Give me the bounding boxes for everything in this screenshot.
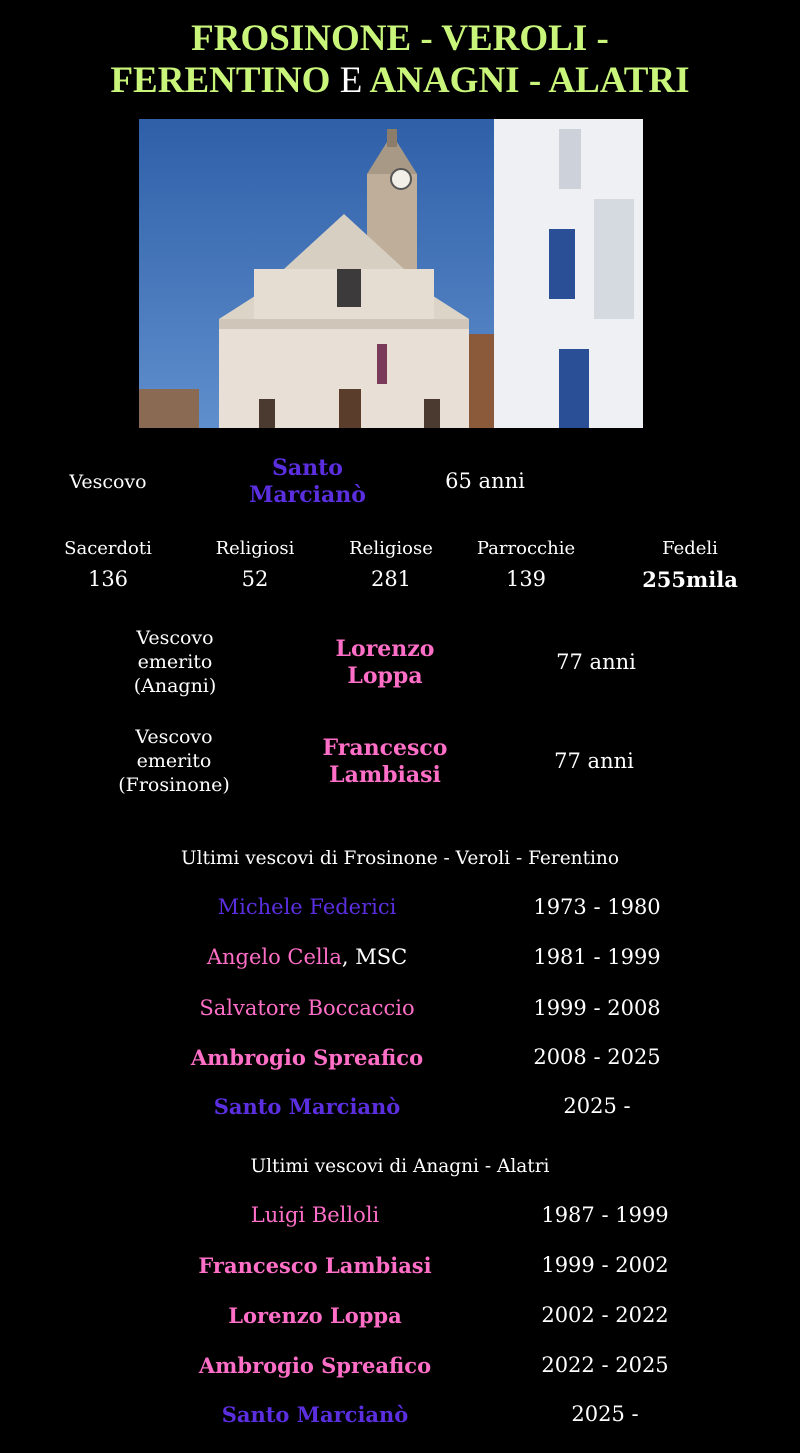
list1-row-1-years: 1973 - 1980 [533, 895, 661, 919]
emerito-1-label-line-3: (Anagni) [133, 675, 217, 697]
list1-row-2-name-text: Angelo Cella [206, 945, 342, 969]
title-conjunction: E [339, 60, 363, 101]
stat-value-sacerdoti: 136 [87, 567, 129, 591]
stat-label-parrocchie: Parrocchie [476, 538, 576, 559]
emerito-2-label-line-1: Vescovo [135, 726, 213, 748]
stat-value-parrocchie: 139 [505, 567, 547, 591]
list1-row-4-name: Ambrogio Spreafico [190, 1045, 424, 1070]
list1-heading: Ultimi vescovi di Frosinone - Veroli - Ferentino [181, 848, 619, 869]
emerito-1-label-line-1: Vescovo [136, 627, 214, 649]
emerito-2-name [290, 735, 480, 789]
title-line-1: FROSINONE - VEROLI - [191, 18, 609, 59]
list2-row-2-years: 1999 - 2002 [541, 1253, 669, 1277]
list1-row-5-name: Santo Marcianò [213, 1094, 401, 1119]
stat-label-religiose: Religiose [349, 538, 433, 559]
bishop-label: Vescovo [69, 471, 147, 493]
list1-row-1-name: Michele Federici [217, 895, 397, 919]
list2-row-4-years: 2022 - 2025 [541, 1353, 669, 1377]
stat-label-religiosi: Religiosi [215, 538, 295, 559]
list2-row-3-years: 2002 - 2022 [541, 1303, 669, 1327]
stat-value-religiosi: 52 [241, 567, 269, 591]
emerito-1-label-line-2: emerito [137, 651, 213, 673]
emerito-1-name [300, 636, 470, 690]
stat-value-religiose: 281 [370, 567, 412, 591]
stat-label-fedeli: Fedeli [662, 538, 718, 559]
title-ferentino: FERENTINO [110, 60, 331, 101]
emerito-2-name-line-2: Lambiasi [329, 762, 441, 788]
emerito-2-name-line-1: Francesco [322, 735, 448, 761]
bishop-name-line-2: Marcianò [249, 482, 366, 508]
bishop-name-line-1: Santo [272, 455, 343, 481]
list2-row-5-years: 2025 - [571, 1402, 639, 1426]
list2-row-1-years: 1987 - 1999 [541, 1203, 669, 1227]
list2-heading: Ultimi vescovi di Anagni - Alatri [250, 1156, 550, 1177]
emerito-1-name-line-2: Loppa [347, 663, 423, 689]
emerito-2-label-line-2: emerito [136, 750, 212, 772]
emerito-2-label [99, 725, 249, 797]
list1-row-2-name-suffix: , MSC [341, 945, 408, 969]
emerito-1-label [100, 626, 250, 698]
list2-row-1-name: Luigi Belloli [250, 1203, 380, 1227]
cathedral-photo [139, 119, 643, 428]
emerito-2-label-line-3: (Frosinone) [118, 774, 230, 796]
stat-value-fedeli: 255mila [642, 567, 738, 592]
emerito-1-name-line-1: Lorenzo [335, 636, 435, 662]
bishop-age: 65 anni [445, 469, 525, 493]
list2-row-3-name: Lorenzo Loppa [228, 1303, 402, 1328]
list1-row-3-name: Salvatore Boccaccio [199, 996, 415, 1020]
emerito-2-age: 77 anni [554, 749, 634, 773]
stat-label-sacerdoti: Sacerdoti [64, 538, 152, 559]
list2-row-5-name: Santo Marcianò [221, 1402, 409, 1427]
list2-row-2-name: Francesco Lambiasi [198, 1253, 432, 1278]
list1-row-3-years: 1999 - 2008 [533, 996, 661, 1020]
list1-row-2-years: 1981 - 1999 [533, 945, 661, 969]
list2-row-4-name: Ambrogio Spreafico [198, 1353, 432, 1378]
list1-row-2-name [157, 945, 457, 969]
bishop-name [220, 455, 395, 509]
emerito-1-age: 77 anni [556, 650, 636, 674]
title-line-2 [0, 60, 800, 102]
page-title [0, 18, 800, 102]
list1-row-4-years: 2008 - 2025 [533, 1045, 661, 1069]
title-anagni-alatri: ANAGNI - ALATRI [369, 60, 690, 101]
list1-row-5-years: 2025 - [563, 1094, 631, 1118]
